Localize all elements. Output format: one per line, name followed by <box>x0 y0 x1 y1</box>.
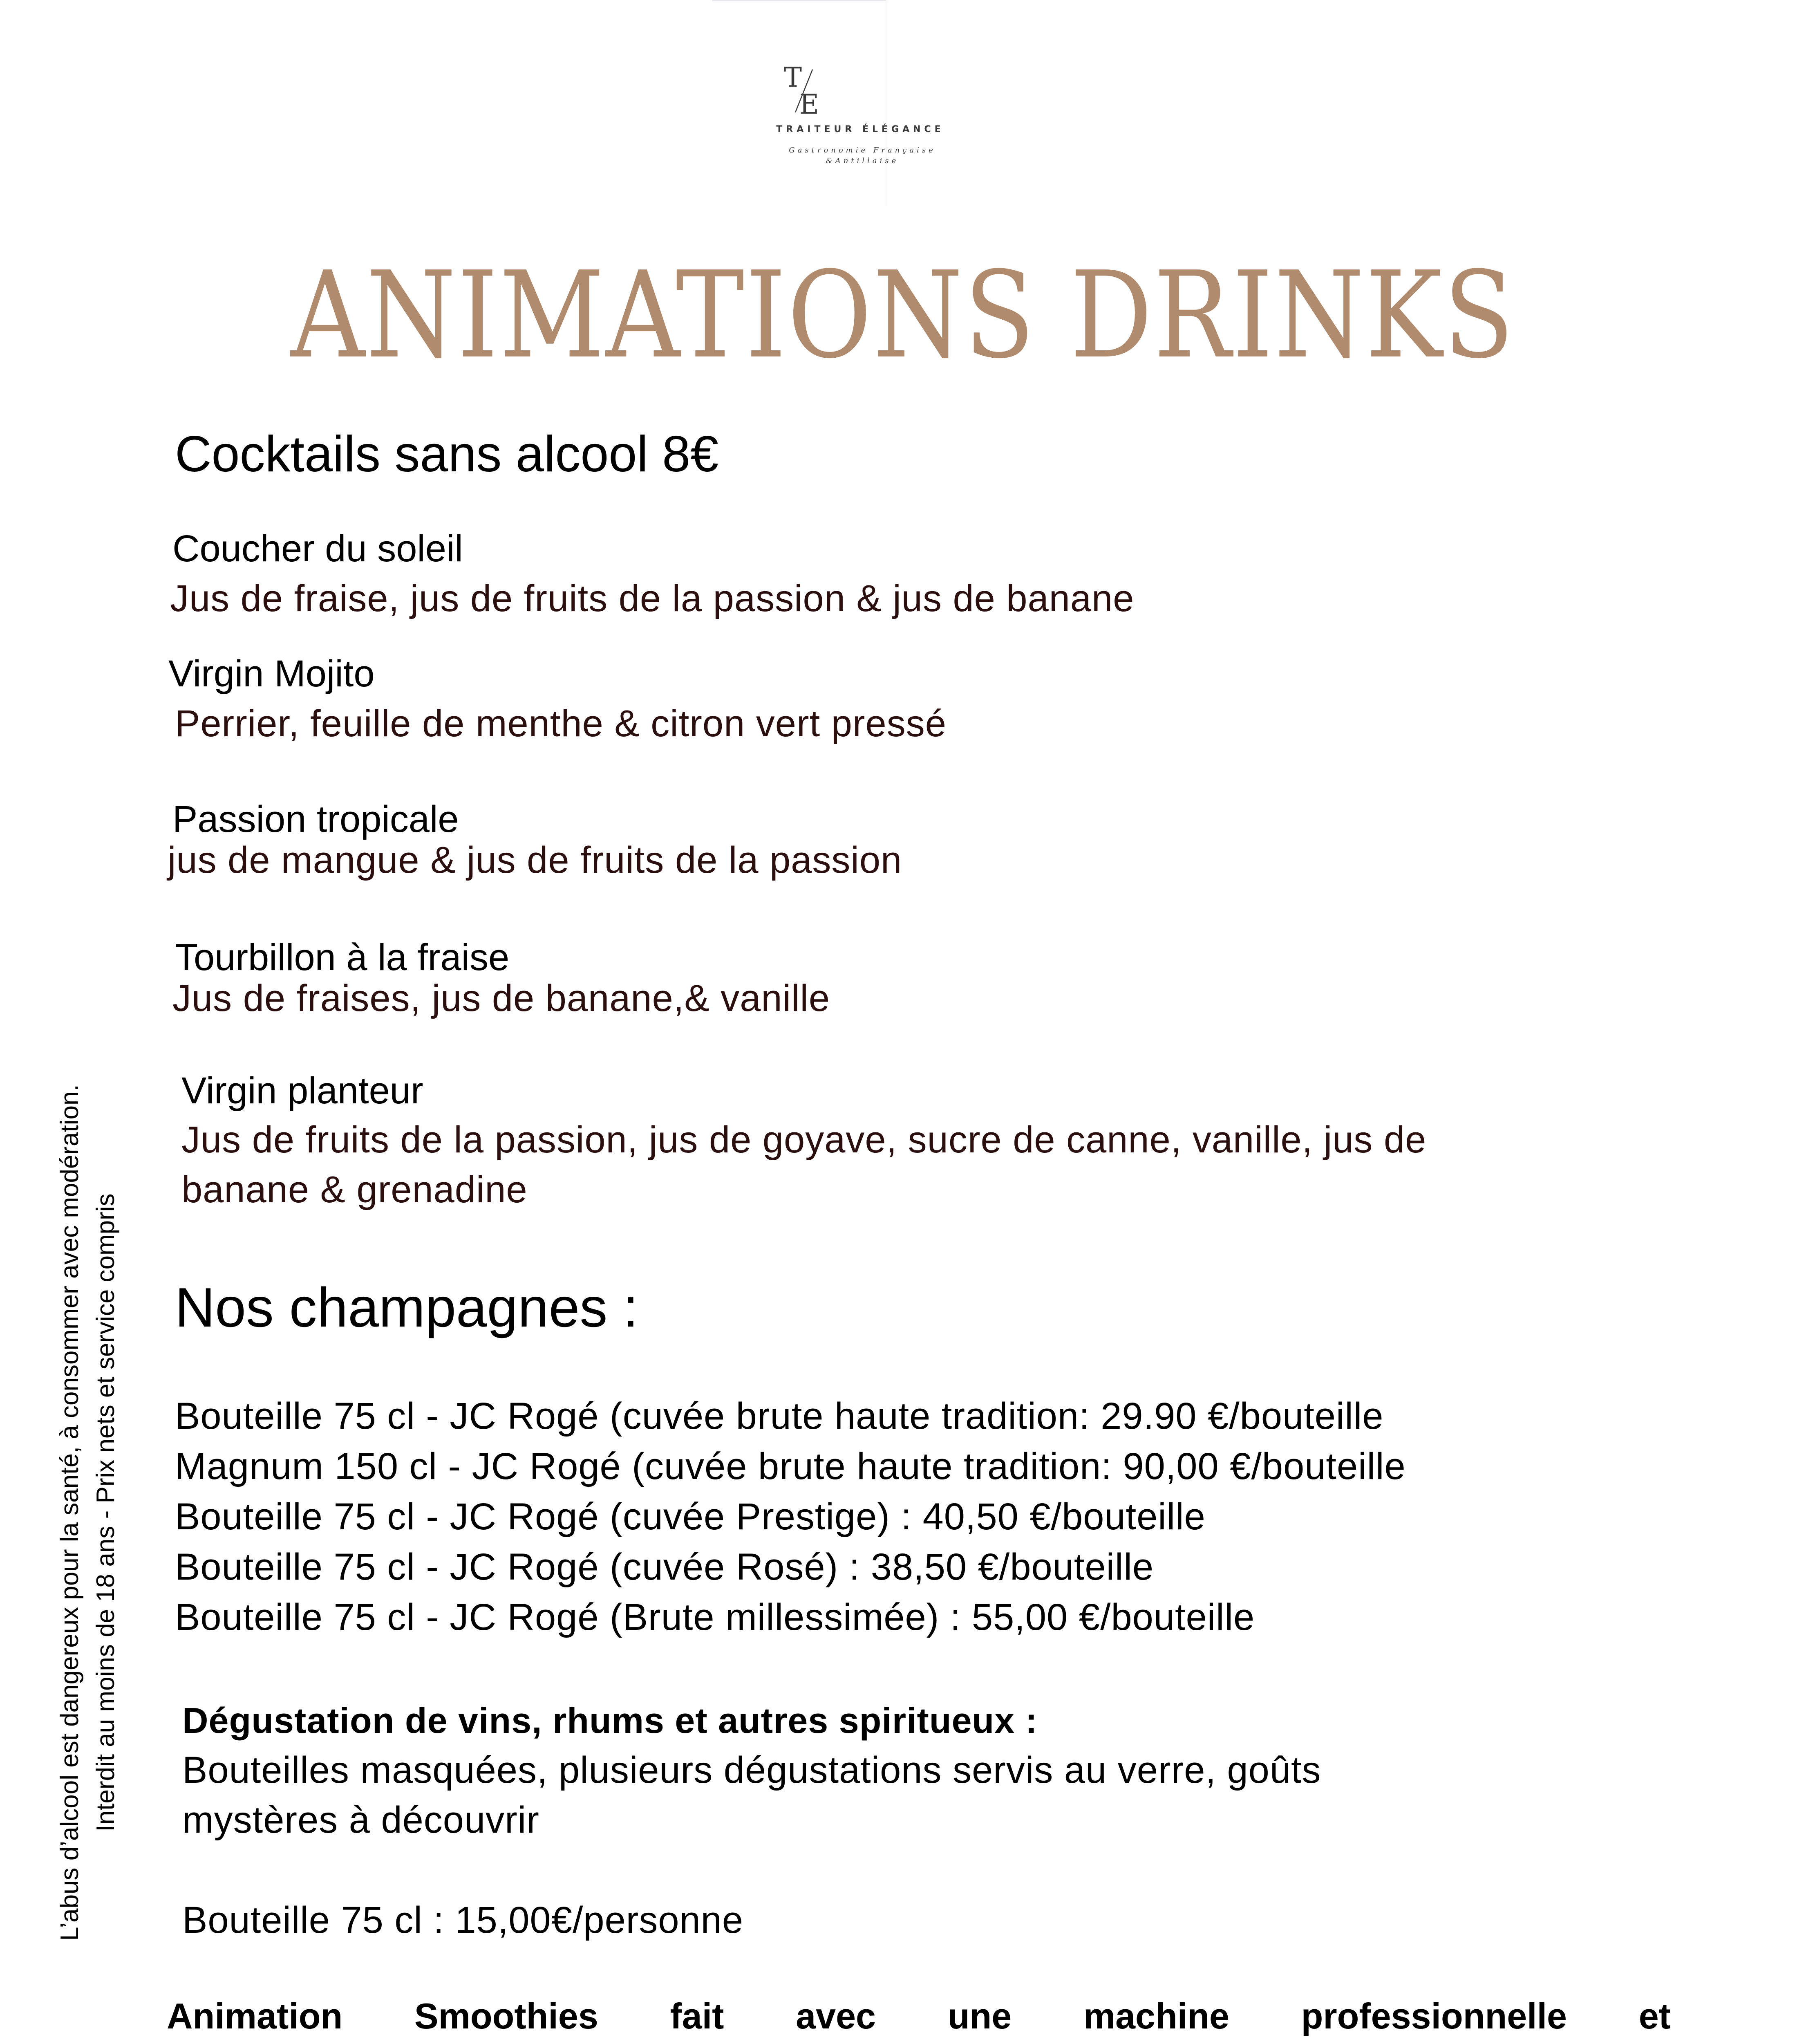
smoothie-heading-word: machine <box>1083 1996 1229 2036</box>
champagne-item: Bouteille 75 cl - JC Rogé (cuvée Rosé) : 38,50 €/bouteille <box>175 1546 1154 1588</box>
cocktail-name: Virgin planteur <box>181 1070 423 1112</box>
champagnes-heading: Nos champagnes : <box>175 1276 638 1338</box>
smoothie-heading-word: Smoothies <box>414 1996 598 2036</box>
smoothie-heading-word: professionnelle <box>1301 1996 1567 2036</box>
page-title: ANIMATIONS DRINKS <box>291 246 1515 385</box>
legal-notice-line-2: Interdit au moins de 18 ans - Prix nets et service compris <box>92 1193 120 1832</box>
smoothie-heading-line-1 <box>167 1991 1671 2042</box>
smoothie-heading-word: une <box>947 1996 1012 2036</box>
smoothie-heading-word: fait <box>670 1996 724 2036</box>
smoothie-heading-word: Animation <box>167 1996 343 2036</box>
smoothie-heading-line-2 <box>167 2042 1671 2044</box>
cocktail-description: Jus de fruits de la passion, jus de goyave, sucre de canne, vanille, jus de <box>181 1119 1427 1161</box>
tasting-description: Bouteilles masquées, plusieurs dégustations servis au verre, goûts <box>182 1749 1321 1791</box>
cocktail-name: Coucher du soleil <box>172 528 463 569</box>
champagne-item: Bouteille 75 cl - JC Rogé (cuvée brute haute tradition: 29.90 €/bouteille <box>175 1395 1384 1437</box>
champagne-item: Bouteille 75 cl - JC Rogé (cuvée Prestige) : 40,50 €/bouteille <box>175 1496 1206 1537</box>
tasting-price: Bouteille 75 cl : 15,00€/personne <box>182 1899 744 1941</box>
cocktail-name: Passion tropicale <box>172 798 459 840</box>
cocktail-description: banane & grenadine <box>181 1169 528 1210</box>
logo-monogram-t: T <box>784 62 802 93</box>
cocktail-description: Jus de fraises, jus de banane,& vanille <box>172 977 830 1019</box>
cocktail-description: Jus de fraise, jus de fruits de la passion & jus de banane <box>170 578 1135 619</box>
cocktail-description: jus de mangue & jus de fruits de la passion <box>168 839 902 881</box>
smoothie-heading-word: avec <box>796 1996 876 2036</box>
champagne-item: Magnum 150 cl - JC Rogé (cuvée brute haute tradition: 90,00 €/bouteille <box>175 1446 1406 1487</box>
cocktail-name: Virgin Mojito <box>168 653 375 695</box>
tasting-description: mystères à découvrir <box>182 1799 539 1841</box>
logo-tagline-line-2: &Antillaise <box>826 157 899 165</box>
logo-tagline-line-1: Gastronomie Française <box>789 146 936 155</box>
legal-notice <box>52 1084 124 1941</box>
champagne-item: Bouteille 75 cl - JC Rogé (Brute millessimée) : 55,00 €/bouteille <box>175 1596 1255 1638</box>
tasting-heading: Dégustation de vins, rhums et autres spiritueux : <box>182 1700 1038 1741</box>
logo-tagline <box>719 145 1005 166</box>
cocktail-description: Perrier, feuille de menthe & citron vert pressé <box>175 703 947 744</box>
legal-notice-line-1: L’abus d’alcool est dangereux pour la santé, à consommer avec modération. <box>56 1084 84 1941</box>
cocktail-name: Tourbillon à la fraise <box>175 937 510 978</box>
smoothie-block <box>167 1991 1671 2044</box>
logo-monogram-e: E <box>799 89 819 119</box>
smoothie-heading-word: et <box>1638 1996 1671 2036</box>
logo-brand-name: TRAITEUR ÉLÉGANCE <box>776 124 944 134</box>
cocktails-heading: Cocktails sans alcool 8€ <box>175 426 719 482</box>
logo-monogram-icon <box>784 61 821 119</box>
